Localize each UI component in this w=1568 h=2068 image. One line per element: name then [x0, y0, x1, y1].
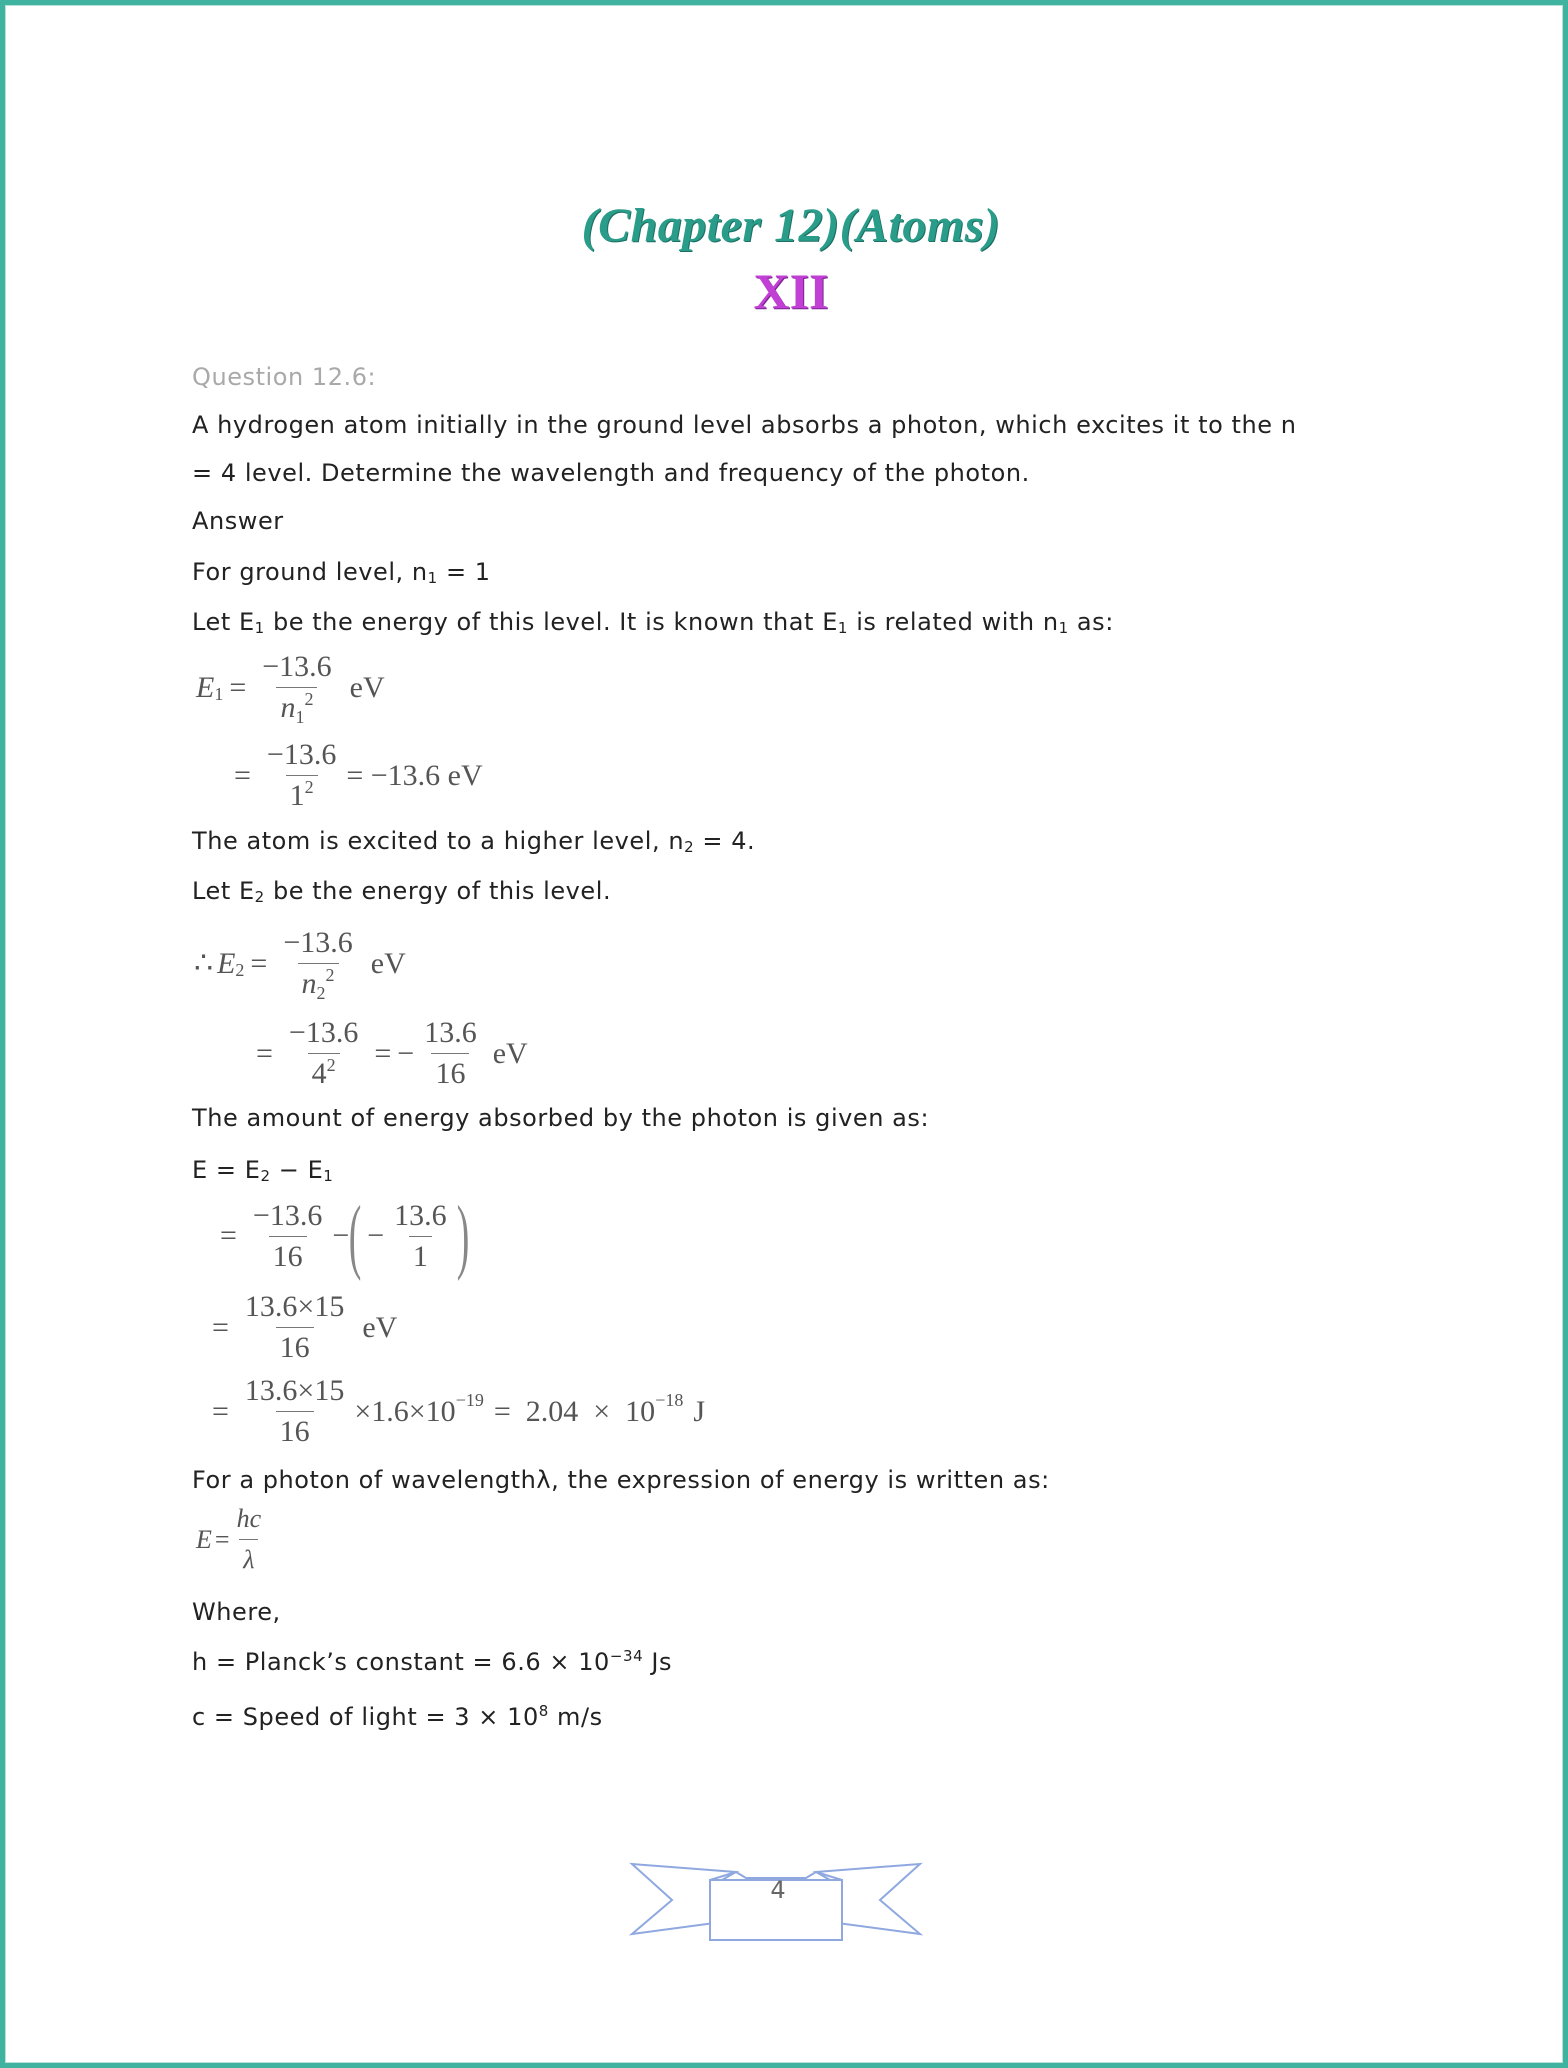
- fraction: [241, 1290, 348, 1365]
- planck-constant-line: [192, 1647, 672, 1677]
- equals-sign: =: [212, 1394, 229, 1428]
- denominator: 16: [276, 1411, 314, 1449]
- numerator: −13.6: [252, 1198, 323, 1232]
- chapter-title: (Chapter 12)(Atoms): [581, 199, 1001, 252]
- numerator: −13.6: [288, 1016, 359, 1049]
- equation-e2-line1: ∴ E $_2$ = $\frac{-13.6}{n_2^2}$ eV: [194, 926, 406, 1003]
- text: Let E: [192, 608, 255, 636]
- text: be the energy of this level. It is known that E: [264, 608, 838, 636]
- fraction: [390, 1199, 451, 1274]
- equation-diff-line3: = $\frac{13.6\times 15}{16}$ ×1.6×10 $^{-19}$ = 2.04 × 10 $^{-18}$ J: [212, 1374, 706, 1448]
- fraction: [249, 1199, 326, 1274]
- numerator: 13.6×15: [244, 1374, 345, 1407]
- text: − E: [270, 1156, 324, 1184]
- numerator: 13.6: [424, 1016, 477, 1049]
- unit: J: [693, 1394, 706, 1428]
- minus-sign: −: [397, 1036, 415, 1070]
- question-label: Question 12.6:: [192, 363, 377, 391]
- where-line: Where,: [192, 1598, 281, 1626]
- denominator: 16: [276, 1327, 314, 1365]
- subscript: 2: [254, 888, 265, 906]
- var-e: E: [196, 670, 215, 704]
- ground-level-line: [192, 557, 491, 587]
- minus-sign: −: [367, 1219, 385, 1252]
- numerator: −13.6: [283, 926, 353, 959]
- denominator: [298, 963, 339, 1001]
- unit: eV: [362, 1310, 398, 1344]
- equals-sign: =: [214, 1524, 230, 1554]
- question-text-line-1: A hydrogen atom initially in the ground level absorbs a photon, which excites it to the n: [192, 411, 1297, 439]
- equals-sign: =: [374, 1036, 392, 1070]
- excited-line: [192, 826, 755, 856]
- equals-sign: =: [220, 1219, 237, 1252]
- denominator: [276, 687, 317, 725]
- subscript: 1: [254, 619, 265, 637]
- subscript: 1: [837, 619, 849, 637]
- denominator: 16: [431, 1053, 469, 1091]
- superscript: 2: [304, 777, 314, 797]
- numerator: −13.6: [262, 650, 332, 683]
- fraction: [279, 926, 356, 1001]
- text: be the energy of this level.: [264, 877, 612, 905]
- therefore-symbol: ∴: [194, 947, 214, 980]
- numerator: −13.6: [266, 738, 337, 771]
- text: = 4.: [694, 827, 756, 855]
- fraction: [285, 1016, 362, 1091]
- multiplier: ×1.6×10: [354, 1394, 456, 1428]
- numerator: 13.6×15: [244, 1290, 345, 1323]
- denominator: [308, 1053, 340, 1091]
- fraction: [233, 1502, 266, 1577]
- superscript: 2: [325, 965, 335, 985]
- text: E = E: [192, 1156, 261, 1184]
- text: c = Speed of light = 3 × 10: [192, 1703, 539, 1731]
- equation-e2-line2: [250, 1016, 528, 1091]
- var-n: n: [301, 967, 317, 1000]
- text: h = Planck’s constant = 6.6 × 10: [192, 1648, 610, 1676]
- var-n: n: [280, 691, 296, 724]
- subscript: 1: [427, 569, 438, 587]
- equation-diff-line1: [214, 1189, 469, 1282]
- fraction: [241, 1374, 348, 1449]
- text: = 1: [437, 558, 491, 586]
- superscript: 2: [326, 1055, 336, 1075]
- text: is related with n: [848, 608, 1059, 636]
- equation-e1-line2: [228, 738, 483, 813]
- subscript: 2: [260, 1167, 271, 1185]
- question-text-line-2: = 4 level. Determine the wavelength and frequency of the photon.: [192, 459, 1030, 487]
- equation-e1-line1: E $_1$ = $\frac{-13.6}{n_1^2}$ eV: [196, 650, 385, 727]
- let-e1-line: [192, 607, 1114, 637]
- unit: eV: [492, 1036, 528, 1070]
- result: = 2.04 × 10: [493, 1394, 656, 1428]
- fraction: [420, 1016, 481, 1091]
- subscript: 1: [295, 707, 305, 727]
- numerator: hc: [236, 1504, 262, 1533]
- fraction: [263, 738, 340, 813]
- superscript: −34: [609, 1647, 644, 1665]
- superscript: 8: [538, 1702, 549, 1720]
- energy-difference-line: [192, 1155, 333, 1185]
- denominator: λ: [239, 1539, 258, 1577]
- text: m/s: [548, 1703, 603, 1731]
- denominator: [286, 775, 318, 813]
- superscript: 2: [304, 689, 314, 709]
- equals-sign: =: [212, 1310, 229, 1344]
- equals-sign: =: [256, 1036, 273, 1070]
- text: as:: [1068, 608, 1114, 636]
- answer-label: Answer: [192, 507, 284, 535]
- unit: eV: [370, 946, 406, 980]
- right-paren: ): [456, 1189, 469, 1282]
- equals-sign: =: [250, 946, 268, 980]
- left-paren: (: [348, 1189, 362, 1282]
- subscript: 1: [323, 1167, 334, 1185]
- subscript: 2: [684, 838, 695, 856]
- text: Let E: [192, 877, 255, 905]
- text: The atom is excited to a higher level, n: [192, 827, 685, 855]
- denominator: 16: [269, 1236, 307, 1274]
- equation-hc: [196, 1502, 265, 1577]
- text: For ground level, n: [192, 558, 428, 586]
- numerator: 13.6: [394, 1198, 447, 1232]
- equation-diff-line2: [206, 1290, 397, 1365]
- equals-sign: =: [234, 758, 251, 792]
- let-e2-line: [192, 876, 611, 906]
- var-e: E: [217, 946, 236, 980]
- value: 4: [311, 1057, 327, 1090]
- photon-expression-line: For a photon of wavelengthλ, the expression of energy is written as:: [192, 1466, 1050, 1494]
- value: 1: [289, 779, 305, 812]
- result: = −13.6 eV: [346, 758, 483, 792]
- subscript: 2: [316, 983, 326, 1003]
- speed-of-light-line: [192, 1702, 603, 1732]
- energy-absorbed-line: The amount of energy absorbed by the photon is given as:: [192, 1104, 930, 1132]
- text: Js: [643, 1648, 673, 1676]
- minus-sign: −: [332, 1219, 350, 1252]
- class-label: XII: [753, 263, 829, 319]
- unit: eV: [349, 670, 385, 704]
- var-e: E: [196, 1524, 212, 1554]
- page-number: 4: [770, 1876, 786, 1904]
- denominator: 1: [409, 1236, 432, 1274]
- fraction: [258, 650, 335, 725]
- subscript: 1: [1058, 619, 1069, 637]
- equals-sign: =: [229, 670, 247, 704]
